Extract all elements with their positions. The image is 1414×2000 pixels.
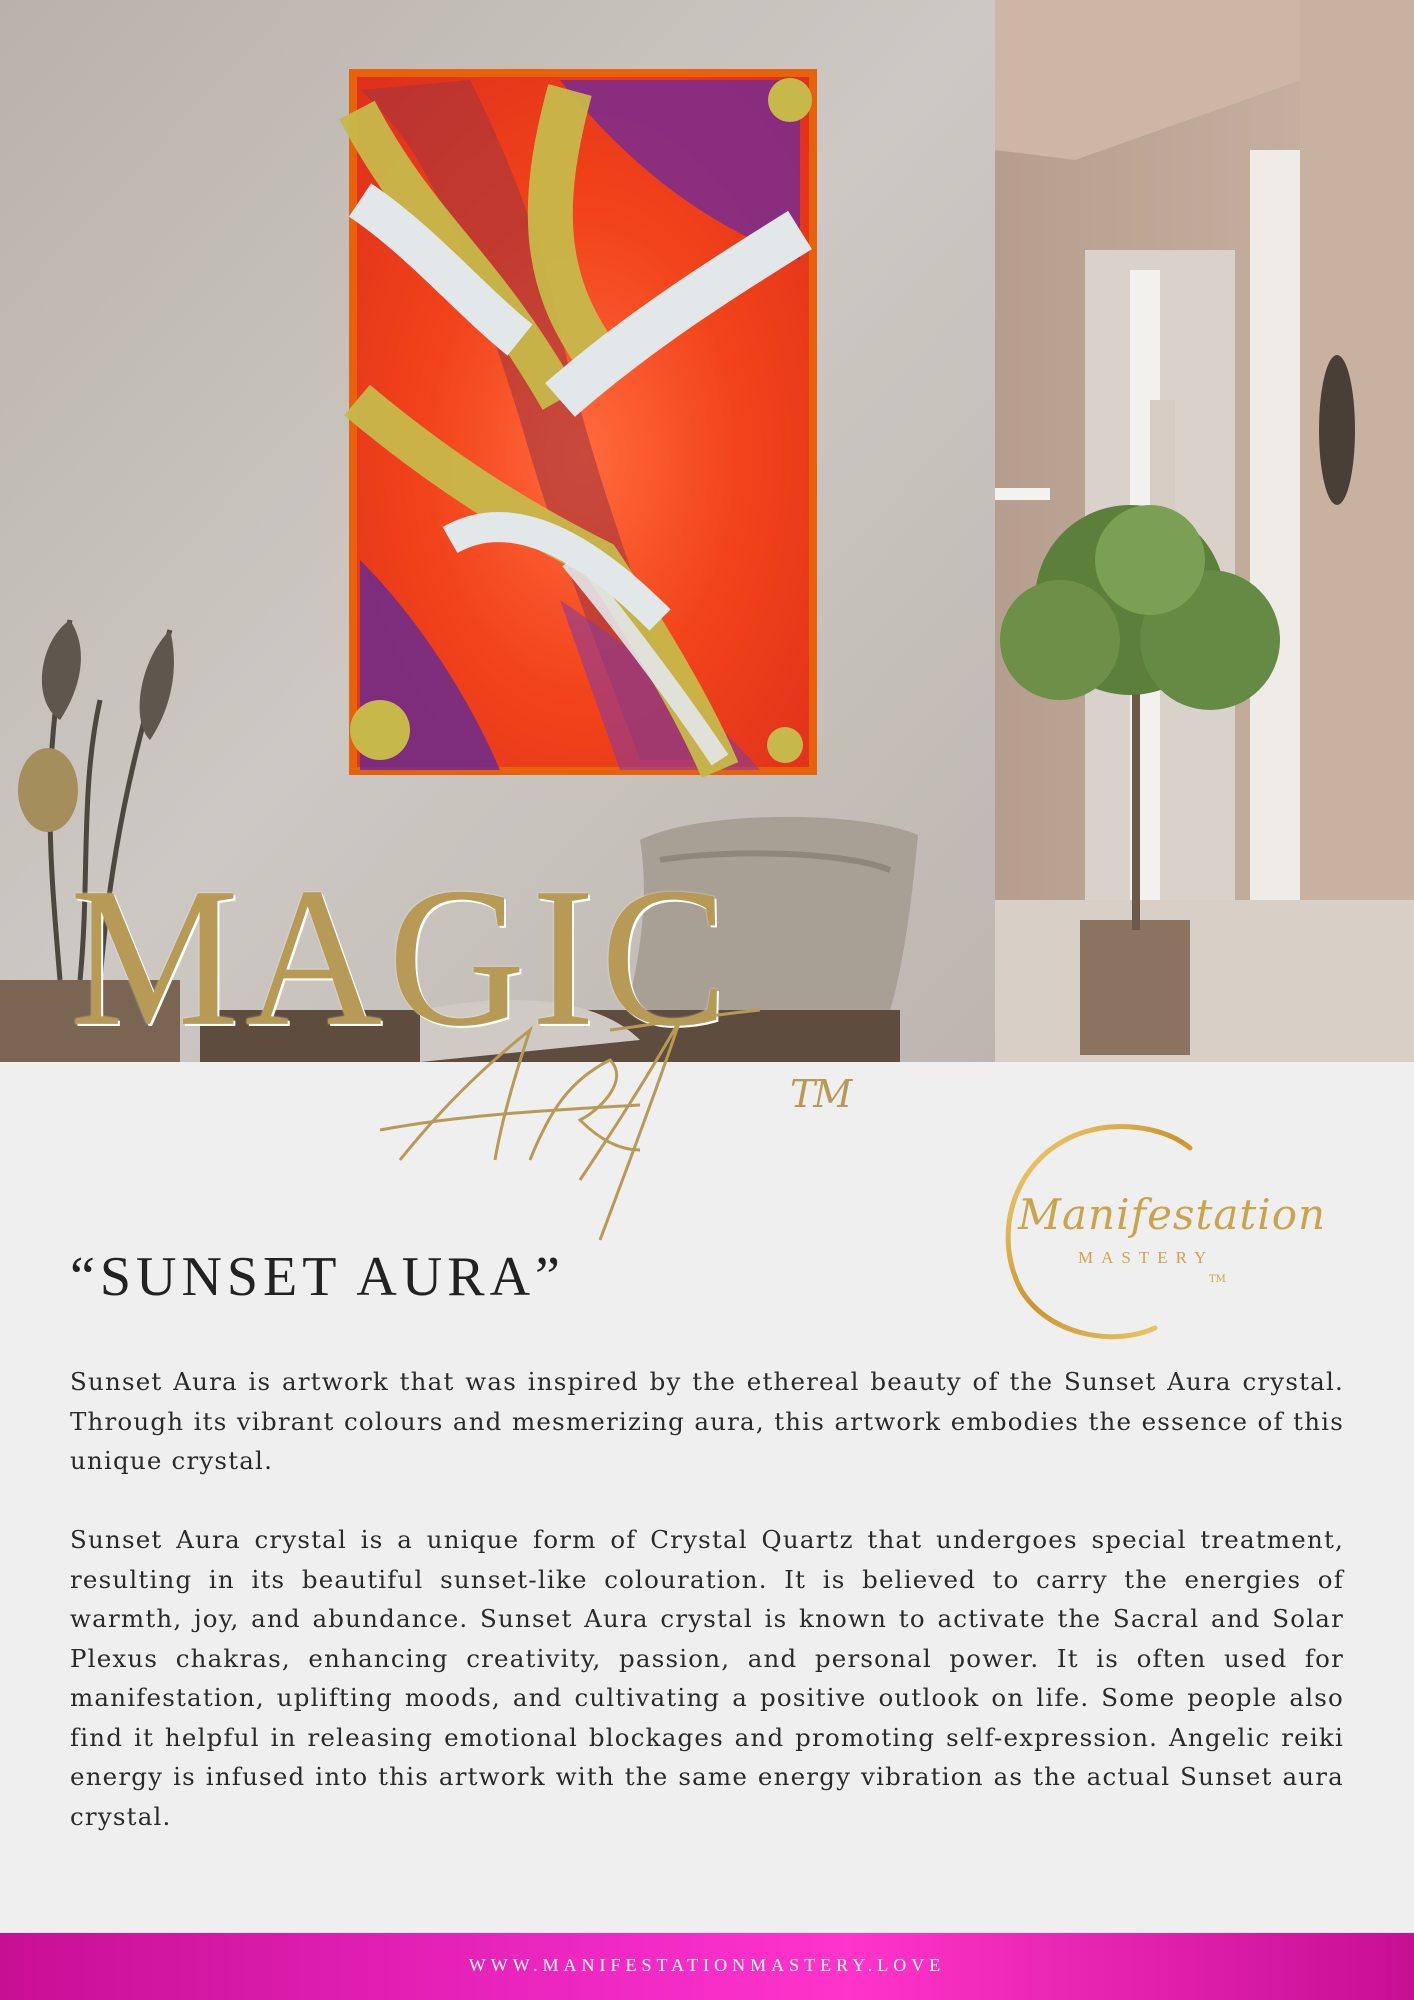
- logo-trademark: TM: [1209, 1274, 1226, 1285]
- description-paragraph-1: Sunset Aura is artwork that was inspired by the ethereal beauty of the Sunset Aura crystal. Through its vibrant colours and mesmerizing aura, this artwork embodies the essence of this unique crystal.: [70, 1367, 1344, 1475]
- logo-sub-text: MASTERY: [1078, 1248, 1215, 1267]
- artwork-description: [70, 1362, 1344, 1876]
- brand-script-art: [380, 1000, 820, 1250]
- artwork-title: “SUNSET AURA”: [70, 1246, 565, 1308]
- footer-bar: [0, 1933, 1414, 2000]
- footer-website-link[interactable]: WWW.MANIFESTATIONMASTERY.LOVE: [468, 1955, 946, 1975]
- brand-wordmark-magic: MAGIC: [70, 847, 734, 1068]
- description-paragraph-2: Sunset Aura crystal is a unique form of Crystal Quartz that undergoes special treatment, resulting in its beautiful sunset-like colouration. It is believed to carry the energies of warmth, joy, and abundance. Sunset Aura crystal is known to activate the Sacral and Solar Plexus chakras, enhancing creativity, passion, and personal power. It is often used for manifestation, uplifting moods, and cultivating a positive outlook on life. Some people also find it helpful in releasing emotional blockages and promoting self-expression. Angelic reiki energy is infused into this artwork with the same energy vibration as the actual Sunset aura crystal.: [70, 1525, 1344, 1831]
- brand-trademark: TM: [790, 1072, 851, 1116]
- logo-script-text: Manifestation: [1018, 1190, 1327, 1239]
